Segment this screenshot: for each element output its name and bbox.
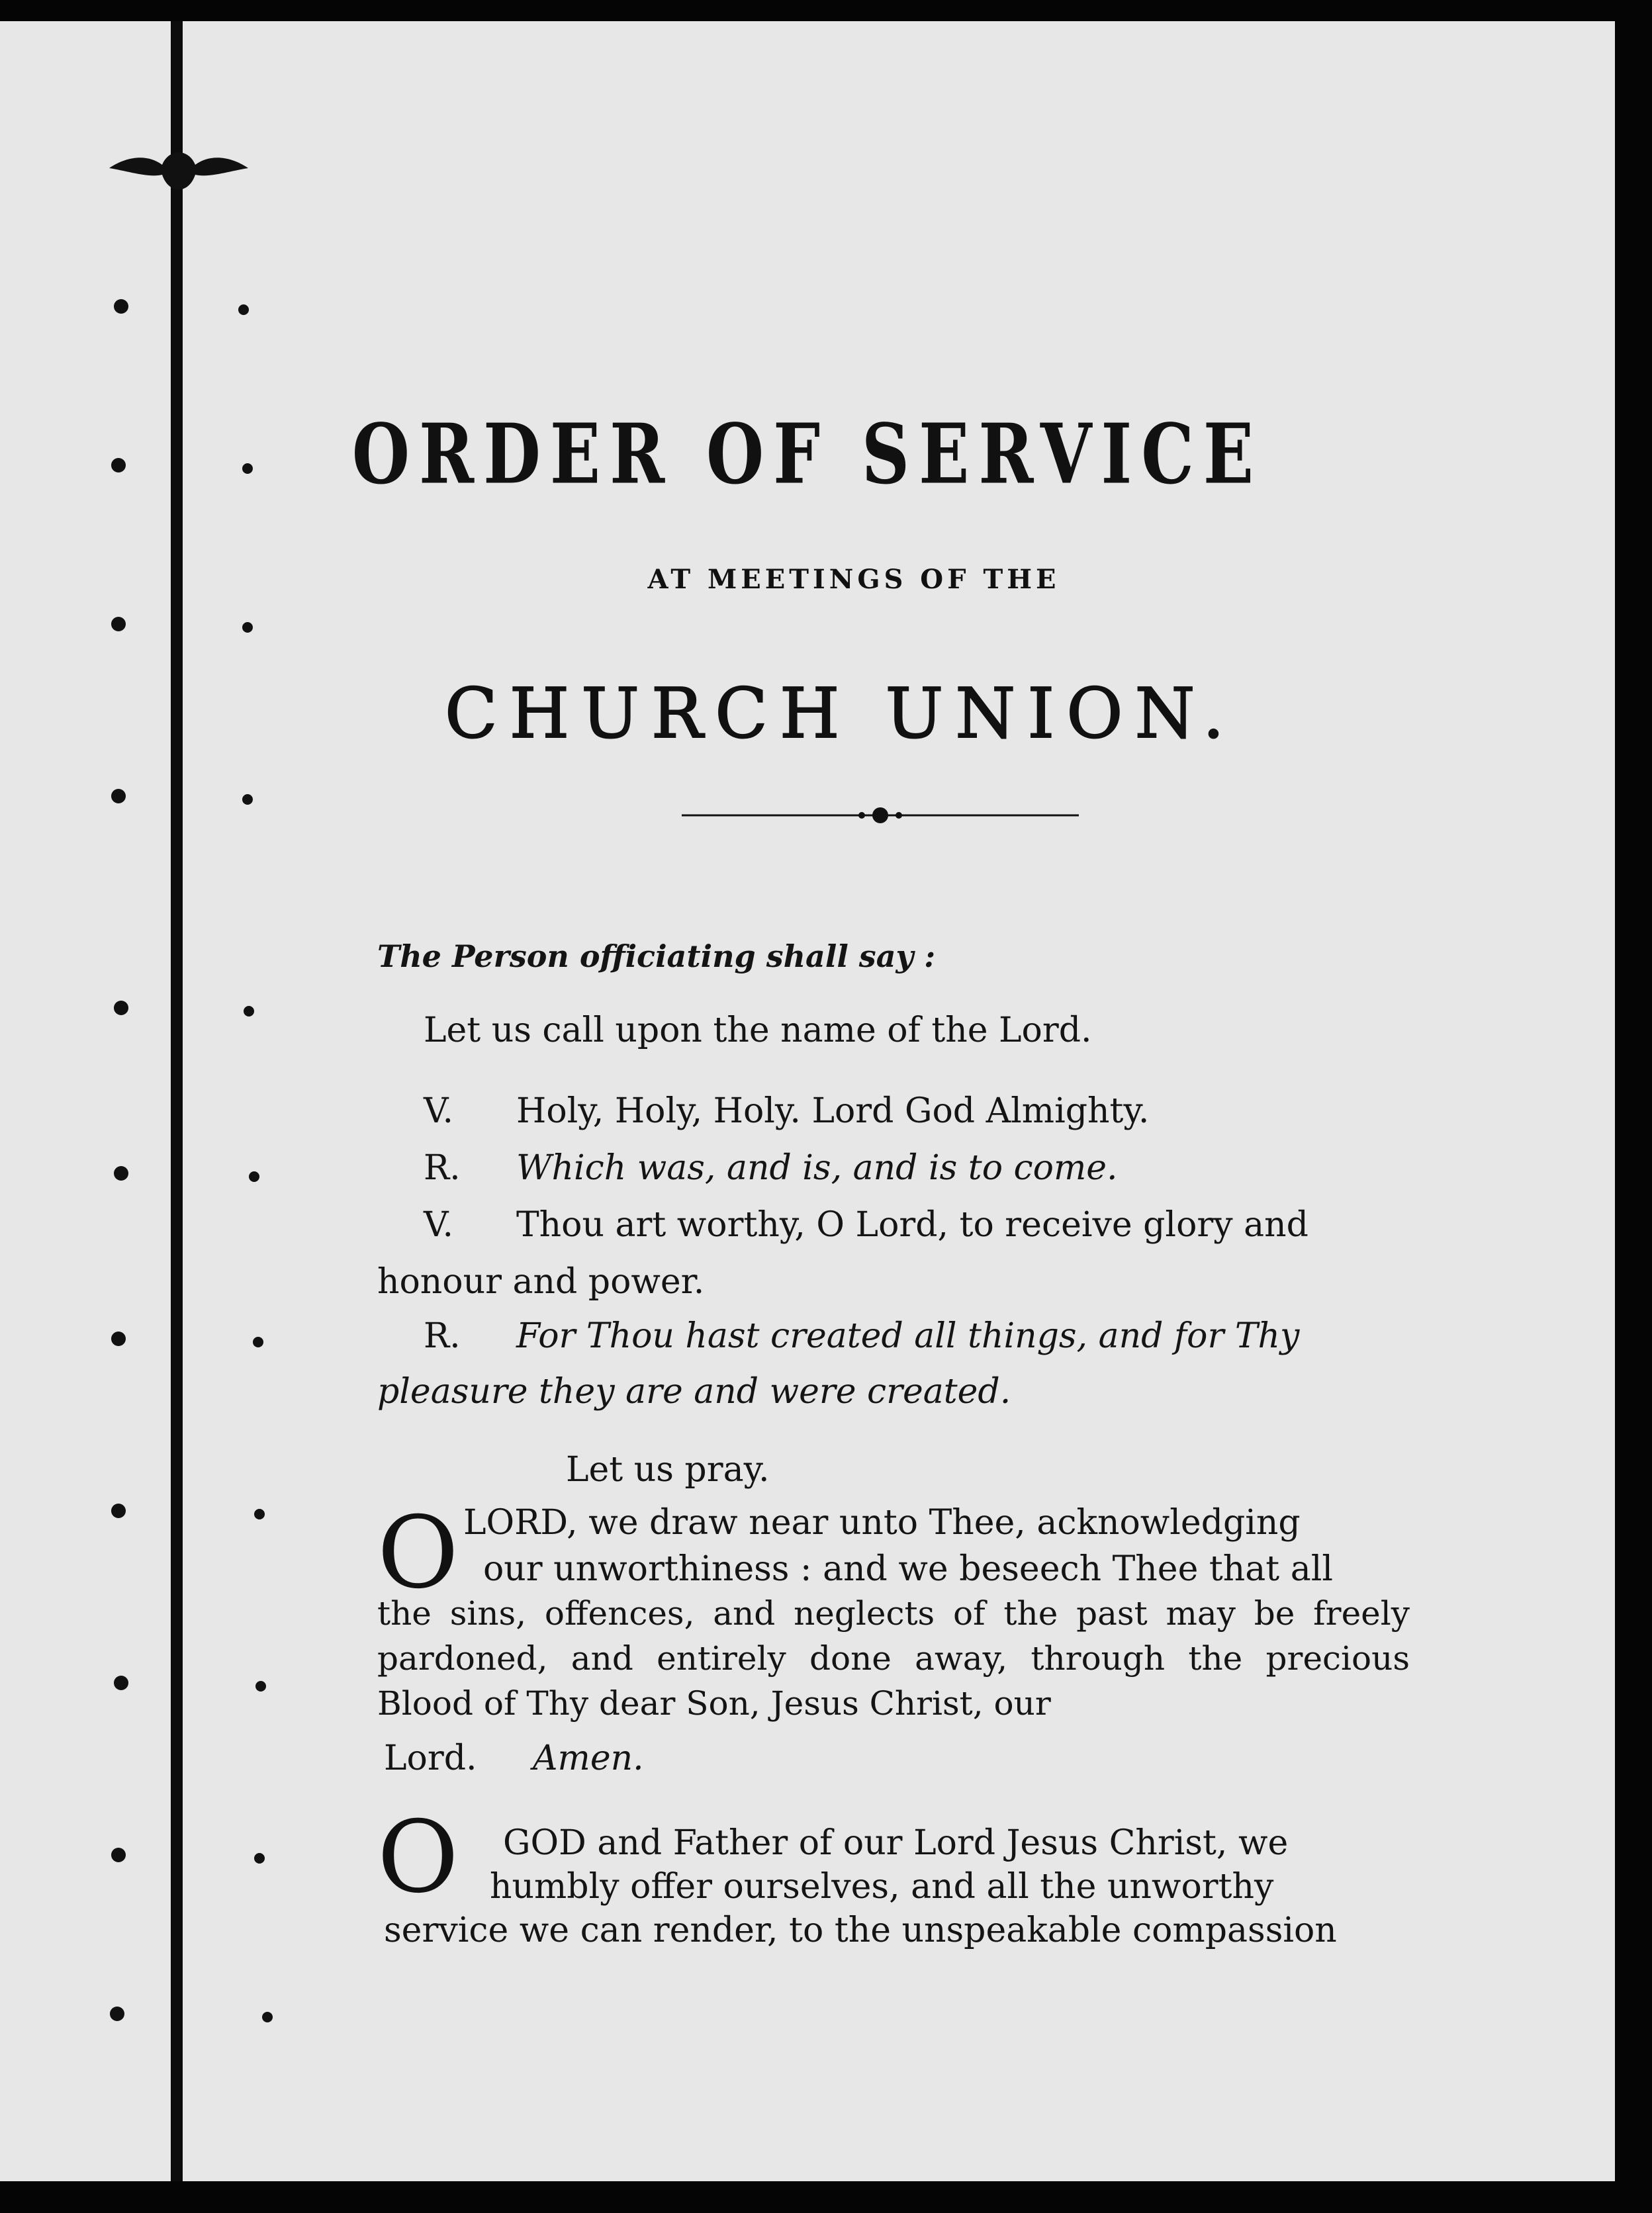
binding-hole [114, 1166, 128, 1181]
prayer-line: service we can render, to the unspeakable compassion [384, 1911, 1337, 1950]
versicle-text: Holy, Holy, Holy. Lord God Almighty. [516, 1091, 1150, 1131]
versicle-mark: V. [424, 1205, 453, 1245]
binding-hole [111, 1332, 126, 1346]
binding-hole [111, 617, 126, 631]
binding-hole [114, 1001, 128, 1015]
prayer-last-line: Lord. [384, 1739, 477, 1778]
prayer-line: our unworthiness : and we beseech Thee that all [483, 1549, 1333, 1589]
binding-hole [110, 2007, 124, 2021]
binding-hole [111, 1848, 126, 1862]
binding-hole [244, 1006, 254, 1016]
prayer-line: GOD and Father of our Lord Jesus Christ, we [503, 1823, 1289, 1863]
binding-hole [262, 2012, 273, 2022]
versicle-text: Thou art worthy, O Lord, to receive glory and [516, 1205, 1308, 1245]
let-us-pray: Let us pray. [566, 1450, 770, 1490]
prayer-line: LORD, we draw near unto Thee, acknowledging [463, 1503, 1301, 1543]
binding-ornament-icon [109, 142, 248, 201]
binding-hole [242, 622, 253, 633]
response-text: Which was, and is, and is to come. [516, 1148, 1118, 1188]
versicle-mark: V. [424, 1091, 453, 1131]
response-mark: R. [424, 1148, 461, 1188]
prayer-paragraph: the sins, offences, and neglects of the past may be freely pardoned, and entirely done away, through the precious Blood of Thy dear Son, Jesus Christ, our [377, 1594, 1410, 1723]
drop-cap: O [377, 1496, 459, 1611]
binding-hole [249, 1171, 259, 1182]
binding-hole [114, 1676, 128, 1690]
binding-hole [111, 1504, 126, 1518]
binding-hole [253, 1337, 263, 1347]
binding-hole [254, 1853, 265, 1864]
rubric-instruction: The Person officiating shall say : [377, 938, 936, 974]
response-text: For Thou hast created all things, and for Thy [516, 1316, 1300, 1356]
organization-title: CHURCH UNION. [445, 673, 1236, 754]
page [0, 21, 1615, 2181]
binding-hole [255, 1681, 266, 1692]
binding-spine [171, 21, 183, 2181]
binding-hole [114, 299, 128, 314]
opening-sentence: Let us call upon the name of the Lord. [424, 1011, 1092, 1050]
versicle-text-continued: honour and power. [377, 1262, 705, 1302]
response-text-continued: pleasure they are and were created. [377, 1372, 1011, 1412]
binding-hole [111, 789, 126, 803]
response-mark: R. [424, 1316, 461, 1356]
binding-hole [238, 304, 249, 315]
binding-hole [254, 1509, 265, 1519]
prayer-line: humbly offer ourselves, and all the unworthy [490, 1867, 1274, 1907]
page-subtitle: AT MEETINGS OF THE [647, 564, 1060, 595]
drop-cap: O [377, 1800, 459, 1915]
ornamental-rule [682, 802, 1079, 829]
page-title: ORDER OF SERVICE [351, 405, 1263, 503]
binding-hole [242, 794, 253, 805]
amen: Amen. [533, 1739, 644, 1778]
